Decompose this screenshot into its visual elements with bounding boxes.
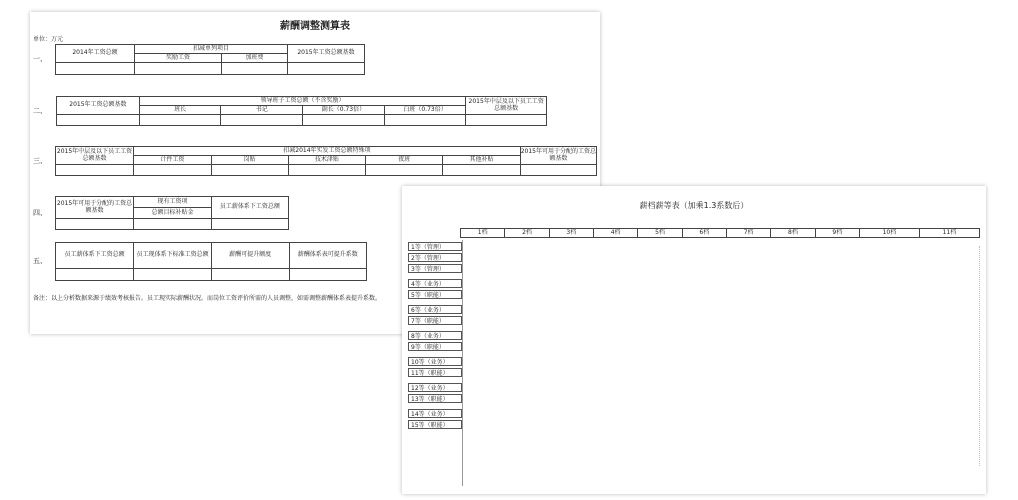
data-cell xyxy=(134,165,211,176)
grade-col-header: 4档 xyxy=(593,229,637,238)
grade-row-label: 11等（职能） xyxy=(408,368,462,377)
data-cell xyxy=(366,165,443,176)
header-cell: 2015年中层及以下员工工资总额基数 xyxy=(466,97,547,115)
grade-row-label: 4等（业务） xyxy=(408,279,462,288)
header-cell: 夜班 xyxy=(366,156,443,165)
header-cell: 领导班子工资总额（不含奖励） xyxy=(139,97,466,106)
row-label-divider xyxy=(462,240,463,486)
section-index: 二、 xyxy=(33,106,47,115)
data-cell xyxy=(221,115,303,126)
header-cell: 2015年中层及以下员工工资总额基数 xyxy=(55,147,133,165)
section-index: 四、 xyxy=(33,208,47,217)
header-cell: 奖励工资 xyxy=(135,54,222,63)
sheet-title: 薪档薪等表（加乘1.3系数后） xyxy=(639,201,749,210)
header-cell: 现有工资项 xyxy=(134,197,212,208)
data-cell xyxy=(288,165,365,176)
section-index: 三、 xyxy=(33,156,47,165)
grade-col-header: 3档 xyxy=(549,229,593,238)
section-index: 五、 xyxy=(33,257,47,266)
header-cell: 总额目标补贴金 xyxy=(134,208,212,219)
header-cell: 员工现体系下标准工资总额 xyxy=(134,243,211,269)
header-cell: 2015年可用于分配的工资总额基数 xyxy=(520,147,596,165)
data-cell xyxy=(211,219,288,230)
grade-col-header: 8档 xyxy=(771,229,815,238)
section-2-table xyxy=(33,96,547,126)
grade-row-label: 2等（管理） xyxy=(408,253,462,262)
grade-col-header: 6档 xyxy=(682,229,726,238)
data-cell xyxy=(466,115,547,126)
section-1-table xyxy=(33,44,365,75)
header-cell: 白班（0.73倍） xyxy=(384,106,466,115)
grade-row-label: 14等（业务） xyxy=(408,409,462,418)
grade-row-label: 7等（职能） xyxy=(408,316,462,325)
data-cell xyxy=(443,165,520,176)
header-cell: 岗贴 xyxy=(211,156,288,165)
grade-col-header: 5档 xyxy=(638,229,682,238)
section-4-table xyxy=(33,196,289,230)
grade-col-header: 11档 xyxy=(919,229,979,238)
data-cell xyxy=(55,219,133,230)
grade-row-label: 13等（职能） xyxy=(408,394,462,403)
header-cell: 2015年可用于分配的工资总额基数 xyxy=(55,197,133,219)
header-cell: 副长（0.73倍） xyxy=(303,106,385,115)
sheet-title: 薪酬调整测算表 xyxy=(280,21,350,32)
data-cell xyxy=(520,165,596,176)
header-cell: 扣减2014年实发工资总额特殊项 xyxy=(134,147,521,156)
grade-row-label: 10等（业务） xyxy=(408,357,462,366)
header-cell: 2014年工资总额 xyxy=(56,45,135,63)
header-cell: 2015年工资总额基数 xyxy=(57,97,140,115)
unit-label: 单位：万元 xyxy=(33,36,64,43)
section-3-table xyxy=(33,146,597,176)
grade-row-label: 1等（管理） xyxy=(408,242,462,251)
grade-col-header: 2档 xyxy=(505,229,549,238)
grade-row-label: 5等（职能） xyxy=(408,290,462,299)
grade-col-header: 10档 xyxy=(859,229,919,238)
header-cell: 2015年工资总额基数 xyxy=(288,45,365,63)
remarks-note: 备注：以上分析数据来源于绩效考核报告。员工现实际薪酬状况。而岗位工资评价所需的人员调整，如需调整薪酬体系表提升系数。 xyxy=(33,295,382,302)
data-cell xyxy=(134,269,211,281)
data-cell xyxy=(384,115,466,126)
grade-row-labels xyxy=(408,242,462,431)
data-cell xyxy=(139,115,221,126)
grade-row-label: 8等（业务） xyxy=(408,331,462,340)
page-break-line xyxy=(978,246,980,466)
data-cell xyxy=(134,219,212,230)
data-cell xyxy=(135,63,222,75)
header-cell: 扣减单列项目 xyxy=(135,45,288,54)
header-cell: 员工薪体系下工资总额 xyxy=(211,197,288,219)
header-cell: 技术津贴 xyxy=(288,156,365,165)
salary-grade-sheet xyxy=(402,186,986,494)
data-cell xyxy=(289,269,366,281)
grade-col-header: 1档 xyxy=(461,229,505,238)
grade-col-header: 9档 xyxy=(815,229,859,238)
header-cell: 加班费 xyxy=(221,54,287,63)
grade-col-header: 7档 xyxy=(726,229,770,238)
data-cell xyxy=(55,269,133,281)
header-cell: 薪酬体系表可提升系数 xyxy=(289,243,366,269)
header-cell: 计件工资 xyxy=(134,156,211,165)
grade-row-label: 12等（业务） xyxy=(408,383,462,392)
data-cell xyxy=(211,269,289,281)
data-cell xyxy=(288,63,365,75)
grade-row-label: 15等（职能） xyxy=(408,420,462,429)
data-cell xyxy=(55,165,133,176)
grade-row-label: 6等（业务） xyxy=(408,305,462,314)
grade-row-label: 9等（职能） xyxy=(408,342,462,351)
section-index: 一、 xyxy=(33,55,47,64)
data-cell xyxy=(303,115,385,126)
section-5-table xyxy=(33,242,367,281)
header-cell: 书记 xyxy=(221,106,303,115)
header-cell: 薪酬可提升额度 xyxy=(211,243,289,269)
grade-header-table xyxy=(460,228,980,238)
grade-row-label: 3等（管理） xyxy=(408,264,462,273)
data-cell xyxy=(221,63,287,75)
header-cell: 其他补贴 xyxy=(443,156,520,165)
header-cell: 员工薪体系下工资总额 xyxy=(55,243,133,269)
data-cell xyxy=(56,63,135,75)
data-cell xyxy=(211,165,288,176)
data-cell xyxy=(57,115,140,126)
header-cell: 班长 xyxy=(139,106,221,115)
